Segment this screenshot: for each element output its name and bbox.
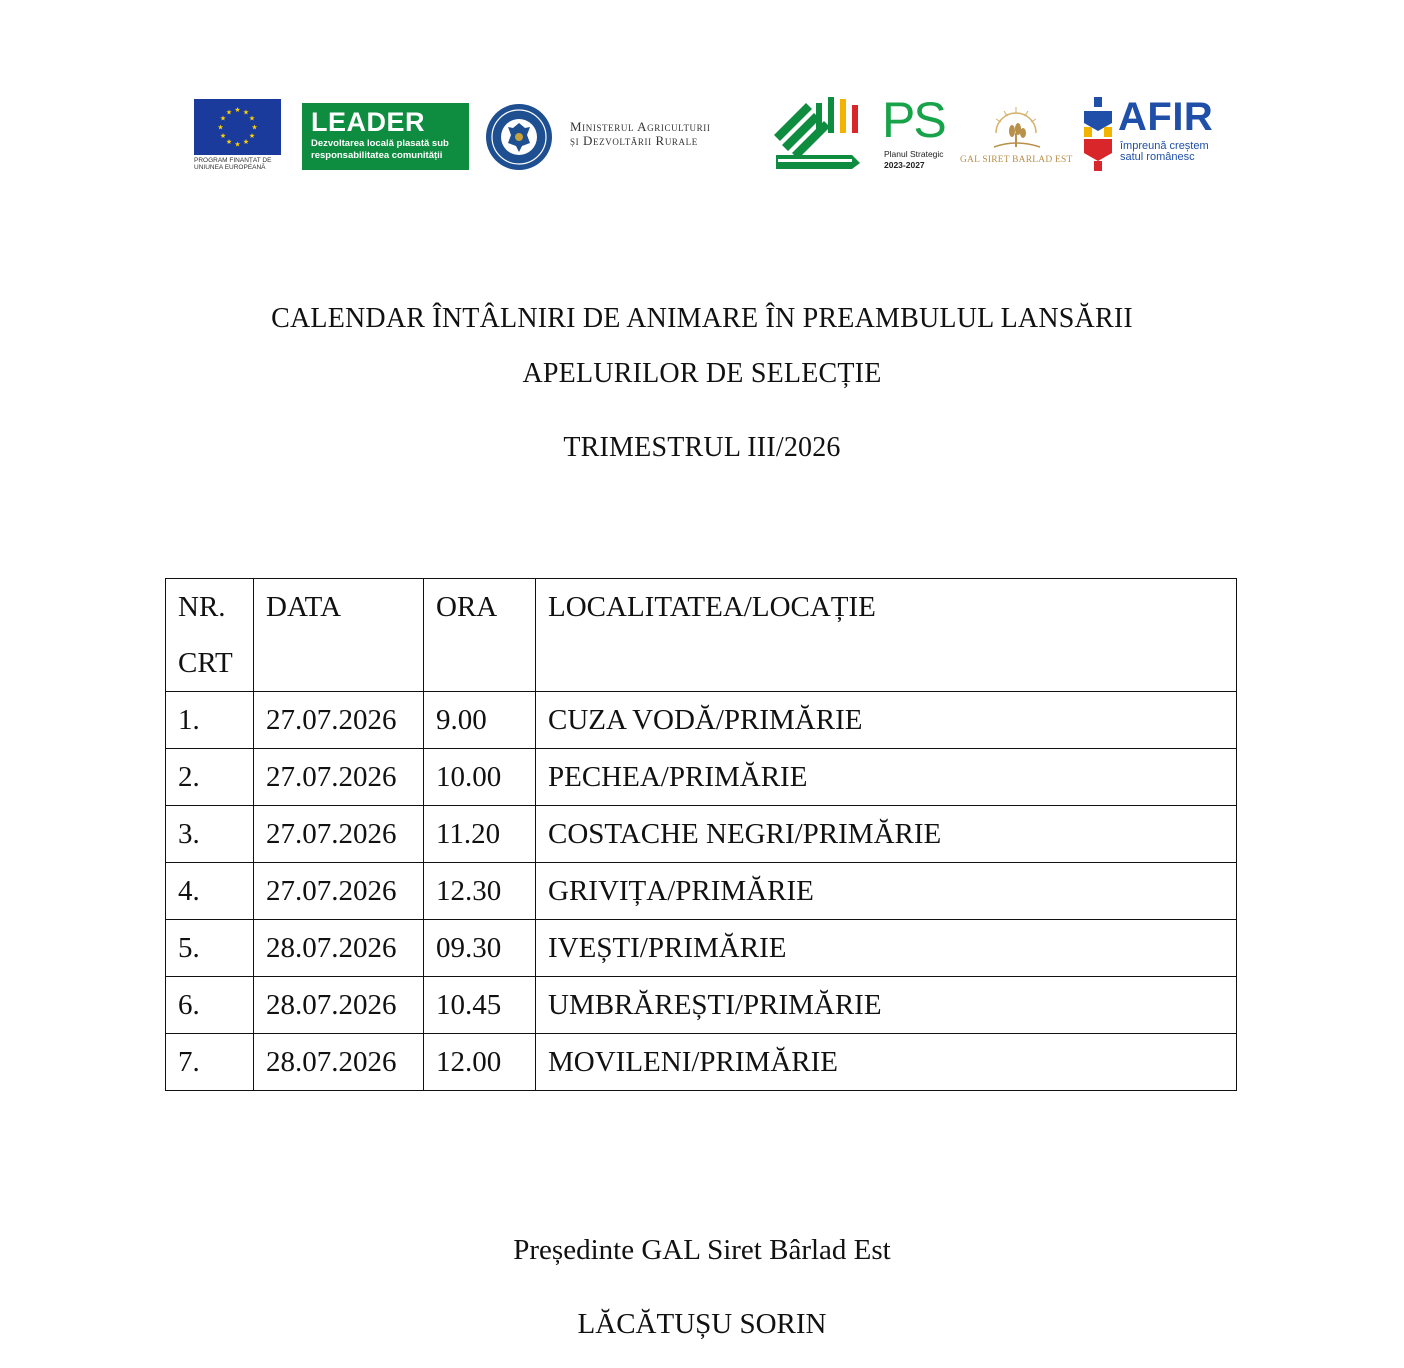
leader-logo [302, 103, 469, 170]
cell-loc: MOVILENI/PRIMĂRIE [536, 1034, 1237, 1091]
afir-motif-icon [1080, 97, 1116, 173]
cell-data: 27.07.2026 [254, 863, 424, 920]
cell-ora: 10.45 [424, 977, 536, 1034]
calendar-table [165, 578, 1237, 1091]
eu-flag-icon [194, 99, 281, 155]
cell-data: 27.07.2026 [254, 806, 424, 863]
cell-ora: 12.00 [424, 1034, 536, 1091]
svg-text:★: ★ [248, 114, 256, 123]
table-row [166, 806, 1237, 863]
cell-loc: COSTACHE NEGRI/PRIMĂRIE [536, 806, 1237, 863]
svg-text:★: ★ [217, 123, 224, 132]
svg-text:★: ★ [248, 132, 256, 140]
cell-loc: UMBRĂREȘTI/PRIMĂRIE [536, 977, 1237, 1034]
cell-data: 28.07.2026 [254, 977, 424, 1034]
cell-ora: 9.00 [424, 692, 536, 749]
planul-strategic-stripes-icon [772, 97, 882, 173]
document-subtitle: TRIMESTRUL III/2026 [563, 432, 841, 463]
svg-text:★: ★ [234, 106, 241, 114]
guvernul-romaniei-seal-icon [484, 103, 554, 171]
svg-text:★: ★ [242, 138, 250, 146]
document-title-line2: APELURILOR DE SELECȚIE [522, 358, 882, 389]
table-row [166, 920, 1237, 977]
signature-role: Președinte GAL Siret Bârlad Est [513, 1234, 891, 1266]
cell-ora: 12.30 [424, 863, 536, 920]
header-data: DATA [254, 579, 424, 692]
cell-ora: 09.30 [424, 920, 536, 977]
cell-nr: 5. [166, 920, 254, 977]
table-row [166, 692, 1237, 749]
signature-name: LĂCĂTUȘU SORIN [577, 1308, 827, 1340]
afir-tagline: împreună creștem satul românesc [1120, 140, 1209, 163]
cell-nr: 4. [166, 863, 254, 920]
gal-wheat-sun-icon [960, 103, 1072, 153]
leader-title: LEADER [311, 107, 426, 137]
cell-nr: 1. [166, 692, 254, 749]
afir-logo: AFIR împreună creștem satul românesc [1080, 97, 1230, 173]
cell-nr: 2. [166, 749, 254, 806]
svg-text:★: ★ [251, 123, 258, 132]
header-localitatea: LOCALITATEA/LOCAȚIE [536, 579, 1237, 692]
cell-nr: 3. [166, 806, 254, 863]
cell-loc: GRIVIȚA/PRIMĂRIE [536, 863, 1237, 920]
planul-strategic-logo: PS Planul Strategic 2023-2027 [772, 97, 950, 173]
gal-siret-barlad-est-logo: GAL SIRET BARLAD EST [960, 103, 1072, 169]
table-row [166, 977, 1237, 1034]
cell-ora: 11.20 [424, 806, 536, 863]
leader-subtitle: Dezvoltarea locală plasată sub responsabilitatea comunității [311, 138, 449, 161]
logo-strip [0, 0, 1404, 200]
table-row [166, 863, 1237, 920]
cell-loc: IVEȘTI/PRIMĂRIE [536, 920, 1237, 977]
table-row [166, 1034, 1237, 1091]
ministry-logo: Ministerul Agriculturii și Dezvoltării Rurale [570, 119, 711, 148]
svg-text:★: ★ [242, 108, 250, 117]
cell-loc: CUZA VODĂ/PRIMĂRIE [536, 692, 1237, 749]
header-ora: ORA [424, 579, 536, 692]
table-row [166, 749, 1237, 806]
svg-text:★: ★ [225, 108, 233, 117]
svg-text:★: ★ [225, 138, 233, 146]
cell-data: 28.07.2026 [254, 1034, 424, 1091]
eu-caption: PROGRAM FINANȚAT DE UNIUNEA EUROPEANĂ [194, 157, 272, 171]
cell-nr: 6. [166, 977, 254, 1034]
cell-data: 27.07.2026 [254, 692, 424, 749]
svg-text:★: ★ [234, 140, 241, 149]
cell-data: 28.07.2026 [254, 920, 424, 977]
svg-text:★: ★ [219, 132, 227, 140]
header-nr-crt: NR. CRT [166, 579, 254, 692]
cell-data: 27.07.2026 [254, 749, 424, 806]
cell-nr: 7. [166, 1034, 254, 1091]
cell-ora: 10.00 [424, 749, 536, 806]
table-header-row [166, 579, 1237, 692]
eu-logo [194, 99, 281, 171]
cell-loc: PECHEA/PRIMĂRIE [536, 749, 1237, 806]
svg-text:★: ★ [219, 114, 227, 123]
document-title-line1: CALENDAR ÎNTÂLNIRI DE ANIMARE ÎN PREAMBULUL LANSĂRII [271, 303, 1133, 334]
